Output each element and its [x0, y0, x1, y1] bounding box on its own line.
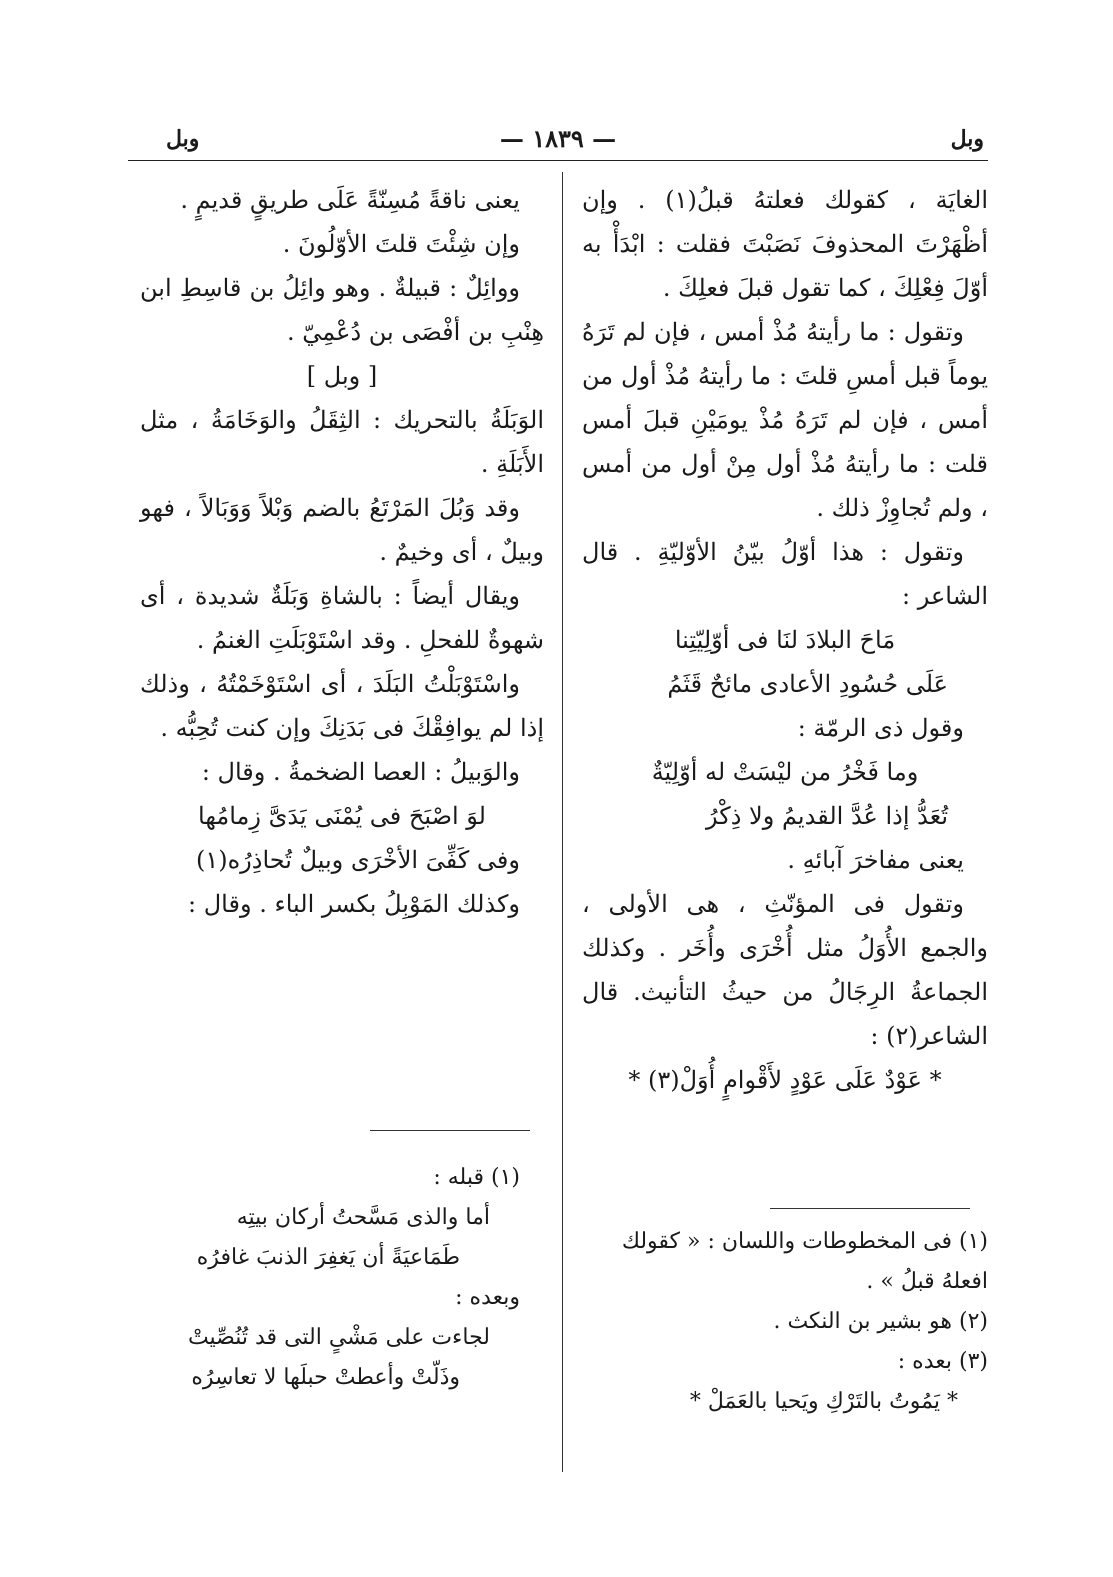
paragraph: وإن شِئْتَ قلتَ الأوّلُونَ . — [282, 230, 520, 258]
footnote: وبعده : — [455, 1285, 520, 1310]
footnote-verse: طَمَاعيَةً أن يَغفِرَ الذنبَ غافرُه — [196, 1245, 460, 1270]
paragraph: وتقول فى المؤنّثِ ، هى الأولى ، والجمع الأُوَلُ مثل أُخْرَى وأُخَر . وكذلك الجماعةُ الرِجَالُ من حيثُ التأنيث. قال الشاعر(٢) : — [582, 890, 988, 1050]
paragraph: وتقول : ما رأيتهُ مُذْ أمس ، فإن لم تَرَهُ يوماً قبل أمسِ قلتَ : ما رأيتهُ مُذْ أول من أمس ، فإن لم تَرَهُ مُذْ يومَيْنِ قبلَ أمس قلت : ما رأيتهُ مُذْ أول مِنْ أول من أمس ، ولم تُجاوِزْ ذلك . — [582, 318, 988, 522]
header-right-word: وبل — [950, 126, 984, 152]
column-divider — [562, 172, 563, 1472]
left-column — [140, 178, 544, 926]
left-footnotes — [140, 1158, 520, 1398]
footnote-rule-right — [770, 1208, 970, 1209]
verse-line: وفى كَفِّىَ الأخْرَى وبيلٌ تُحاذِرُه(١) — [195, 846, 520, 874]
paragraph: الوَبَلَةُ بالتحريك : الثِقَلُ والوَخَامَةُ ، مثل الأَبَلَةِ . — [140, 406, 544, 478]
verse-line: * عَوْدٌ عَلَى عَوْدٍ لأَقْوامٍ أُوَلْ(٣) * — [628, 1066, 942, 1094]
paragraph: وتقول : هذا أوّلُ بيّنُ الأوّليّةِ . قال الشاعر : — [582, 538, 988, 610]
paragraph: وقد وَبُلَ المَرْتَعُ بالضم وَبْلاً وَوَبَالاً ، فهو وبيلٌ ، أى وخيمٌ . — [140, 494, 544, 566]
page-number: — ١٨٣٩ — — [499, 124, 617, 153]
right-column — [582, 178, 988, 1102]
paragraph: والوَبيلُ : العصا الضخمةُ . وقال : — [201, 758, 520, 786]
footnote-verse: وذَلّتْ وأعطتْ حبلَها لا تعاسِرُه — [191, 1365, 460, 1390]
footnote: (٣) بعده : — [897, 1349, 988, 1374]
paragraph: وكذلك المَوْبِلُ بكسر الباء . وقال : — [188, 890, 520, 918]
verse-line: مَاحَ البلادَ لنَا فى أوّلِيّتِنا — [674, 626, 896, 654]
paragraph: واسْتَوْبَلْتُ البَلَدَ ، أى اسْتَوْخَمْتُهُ ، وذلك إذا لم يوافِقْكَ فى بَدَنِكَ وإن كنت تُحِبُّه . — [140, 670, 544, 742]
footnote: (١) فى المخطوطات واللسان : « كقولك افعلهُ قبلُ » . — [621, 1229, 988, 1294]
header-left-word: وبل — [166, 126, 200, 152]
verse-line: عَلَى حُسُودِ الأعادى مائحٌ قَثَمُ — [667, 670, 948, 698]
paragraph: ويقال أيضاً : بالشاةِ وَبَلَةٌ شديدة ، أى شهوةٌ للفحلِ . وقد اسْتَوْبَلَتِ الغنمُ . — [140, 582, 544, 654]
verse-line: وما فَخْرُ من ليْسَتْ له أوّلِيّةٌ — [651, 758, 919, 786]
footnote-verse: لجاءت على مَشْىٍ التى قد تُنُصِّيتْ — [187, 1325, 490, 1350]
footnote-rule-left — [370, 1130, 530, 1131]
footnote: (٢) هو بشير بن النكث . — [773, 1309, 988, 1334]
footnote: (١) قبله : — [433, 1165, 520, 1190]
entry-heading: [ وبل ] — [306, 362, 378, 390]
paragraph: ووائِلٌ : قبيلةٌ . وهو وائِلُ بن قاسِطِ ابن هِنْبِ بن أفْصَى بن دُعْمِيّ . — [140, 274, 544, 346]
verse-line: لوَ اصْبَحَ فى يُمْنَى يَدَىَّ زِمامُها — [198, 802, 486, 830]
footnote-verse: أما والذى مَسَّحتُ أركان بيتِه — [236, 1205, 490, 1230]
paragraph: يعنى ناقةً مُسِنّةً عَلَى طريقٍ قديمٍ . — [180, 186, 520, 214]
footnote-verse: * يَمُوتُ بالتَرْكِ ويَحيا بالعَمَلْ * — [689, 1389, 958, 1414]
paragraph: وقول ذى الرمّة : — [797, 714, 964, 742]
verse-line: تُعَدُّ إذا عُدَّ القديمُ ولا ذِكْرُ — [706, 802, 948, 830]
page-header — [128, 120, 988, 161]
right-footnotes — [582, 1222, 988, 1422]
paragraph: يعنى مفاخرَ آبائهِ . — [787, 846, 964, 874]
paragraph: الغايَة ، كقولك فعلتهُ قبلُ(١) . وإن أظْهَرْتَ المحذوفَ نَصَبْتَ فقلت : ابْدَأْ به أوّلَ فِعْلِكَ ، كما تقول قبلَ فعلِكَ . — [582, 186, 988, 302]
